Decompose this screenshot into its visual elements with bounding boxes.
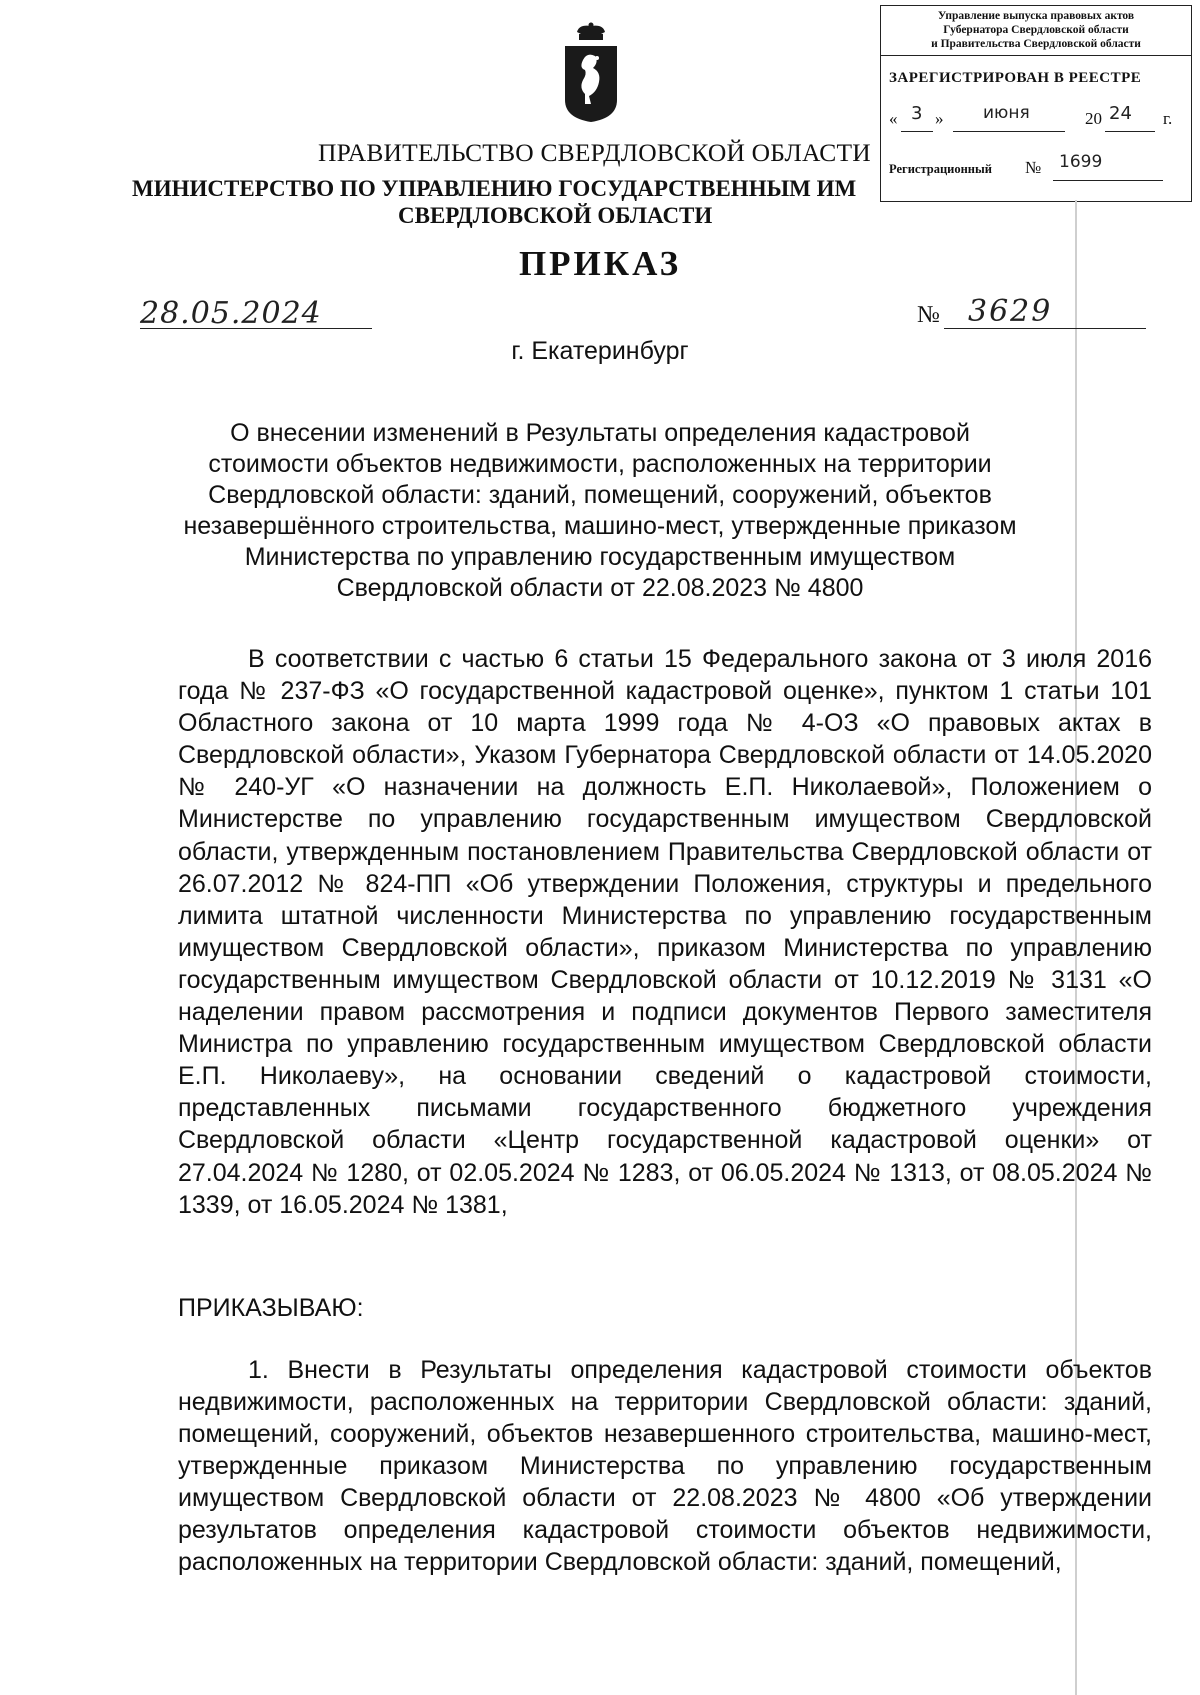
- document-title: О внесении изменений в Результаты определения кадастровой стоимости объектов недвижимости, расположенных на территории Свердловской области: зданий, помещений, сооружений, объектов незавершённого строительства, машино-мест, утвержденные приказом Министерства по управлению государственным имуществом Свердловской области от 22.08.2023 № 4800: [183, 419, 1017, 602]
- government-heading: ПРАВИТЕЛЬСТВО СВЕРДЛОВСКОЙ ОБЛАСТИ: [318, 138, 871, 167]
- number-sign: №: [917, 302, 940, 328]
- stamp-header-line: и Правительства Свердловской области: [931, 38, 1141, 50]
- stamp-date: [889, 103, 1189, 137]
- stamp-month: июня: [983, 103, 1030, 123]
- handwritten-date: 28.05.2024: [140, 296, 322, 331]
- preamble-paragraph: В соответствии с частью 6 статьи 15 Федерального закона от 3 июля 2016 года № 237-ФЗ «О государственной кадастровой оценке», пунктом 1 статьи 101 Областного закона от 10 марта 1999 года № 4-ОЗ «О правовых актах в Свердловской области», Указом Губернатора Свердловской области от 14.05.2020 № 240-УГ «О назначении на должность Е.П. Николаевой», Положением о Министерстве по управлению государственным имуществом Свердловской области, утвержденным постановлением Правительства Свердловской области от 26.07.2012 № 824-ПП «Об утверждении Положения, структуры и предельного лимита штатной численности Министерства по управлению государственным имуществом Свердловской области», приказом Министерства по управлению государственным имуществом Свердловской области от 10.12.2019 № 3131 «О наделении правом рассмотрения и подписи документов Первого заместителя Министра по управлению государственным имуществом Свердловской области Е.П. Николаеву», на основании сведений о кадастровой стоимости, представленных письмами государственного бюджетного учреждения Свердловской области «Центр государственной кадастровой оценки» от 27.04.2024 № 1280, от 02.05.2024 № 1283, от 06.05.2024 № 1313, от 08.05.2024 № 1339, от 16.05.2024 № 1381,: [178, 645, 1152, 1219]
- stamp-no-sign: №: [1025, 158, 1042, 177]
- order-word: ПРИКАЗЫВАЮ:: [178, 1294, 364, 1322]
- number-underline: [944, 328, 1146, 329]
- stamp-header-line: Управление выпуска правовых актов: [937, 10, 1135, 22]
- stamp-registered-label: ЗАРЕГИСТРИРОВАН В РЕЕСТРЕ: [889, 70, 1142, 86]
- stamp-day: 3: [911, 103, 923, 124]
- stamp-reg-number-row: [889, 152, 1189, 184]
- order-item-1: 1. Внести в Результаты определения кадастровой стоимости объектов недвижимости, расположенных на территории Свердловской области: зданий, помещений, сооружений, объектов незавершенного строительства, машино-мест, утвержденные приказом Министерства по управлению государственным имуществом Свердловской области от 22.08.2023 № 4800 «Об утверждении результатов определения кадастровой стоимости объектов недвижимости, расположенных на территории Свердловской области: зданий, помещений,: [178, 1356, 1152, 1576]
- city: г. Екатеринбург: [511, 337, 689, 365]
- handwritten-number: 3629: [968, 294, 1053, 329]
- stamp-quote-close: »: [935, 109, 944, 128]
- stamp-year-prefix: 20: [1085, 109, 1102, 128]
- stamp-header-line: Губернатора Свердловской области: [943, 24, 1129, 36]
- ministry-heading-line1: МИНИСТЕРСТВО ПО УПРАВЛЕНИЮ ГОСУДАРСТВЕННЫМ ИМ: [132, 176, 857, 201]
- stamp-reg-number: 1699: [1059, 152, 1103, 172]
- stamp-header: [881, 6, 1191, 56]
- stamp-reg-label: Регистрационный: [889, 162, 992, 176]
- document-type: ПРИКАЗ: [518, 244, 682, 283]
- ministry-heading-line2: СВЕРДЛОВСКОЙ ОБЛАСТИ: [398, 203, 713, 228]
- coat-of-arms-icon: [563, 22, 619, 124]
- stamp-quote-open: «: [889, 109, 898, 128]
- date-underline: [140, 328, 372, 329]
- stamp-year-abbr: г.: [1163, 109, 1173, 128]
- registration-stamp: [880, 5, 1192, 202]
- stamp-year-suffix: 24: [1109, 103, 1132, 124]
